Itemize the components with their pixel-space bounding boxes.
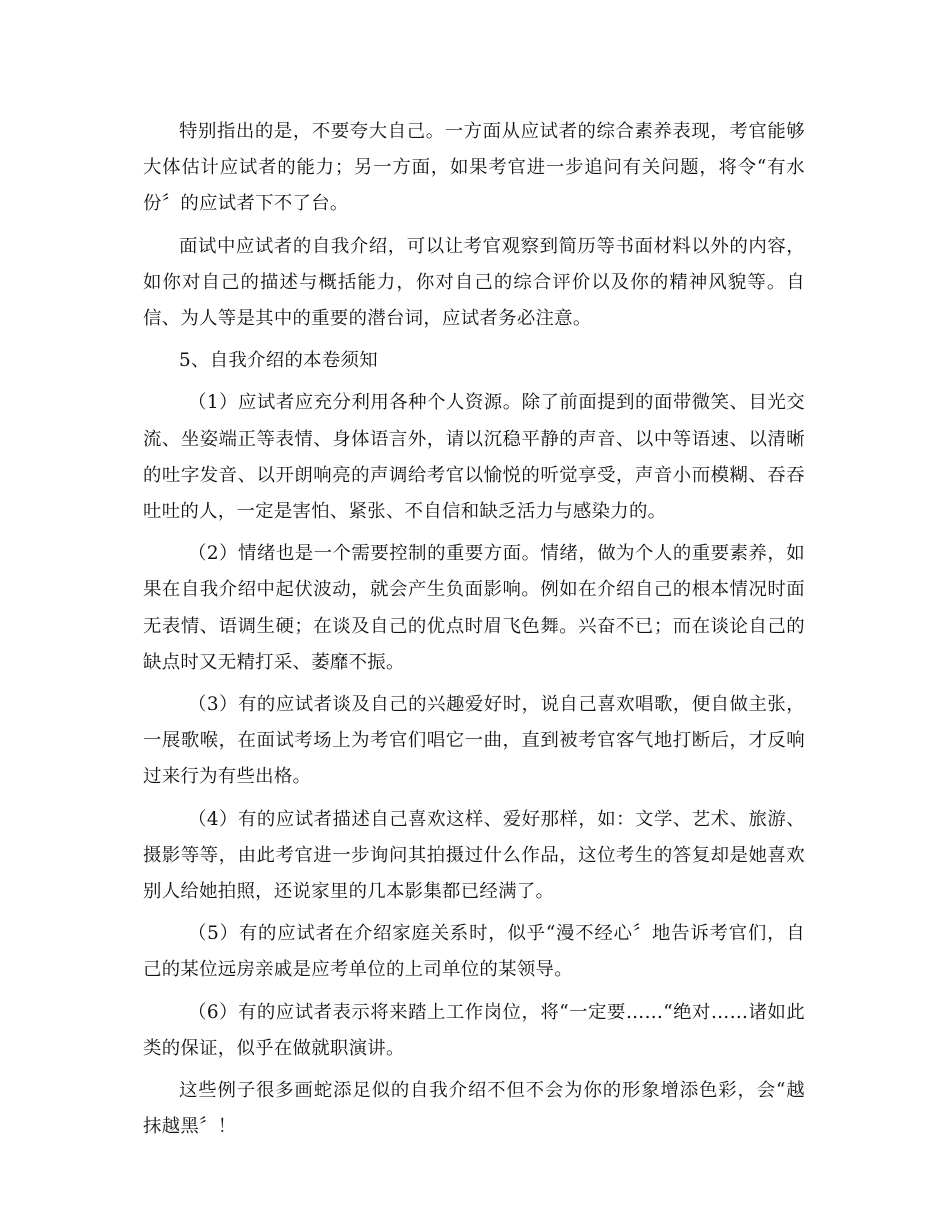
paragraph-item-2: （2）情绪也是一个需要控制的重要方面。情绪，做为个人的重要素养，如果在自我介绍中起伏波动，就会产生负面影响。例如在介绍自己的根本情况时面无表情、语调生硬；在谈及自己的优点时眉飞色舞。兴奋不已；而在谈论自己的缺点时又无精打采、萎靡不振。: [143, 543, 805, 673]
document-body: [143, 114, 805, 1151]
paragraph-item-4: （4）有的应试者描述自己喜欢这样、爱好那样，如：文学、艺术、旅游、摄影等等，由此考官进一步询问其拍摄过什么作品，这位考生的答复却是她喜欢别人给她拍照，还说家里的几本影集都已经满了。: [143, 808, 805, 903]
paragraph-item-3: （3）有的应试者谈及自己的兴趣爱好时，说自己喜欢唱歌，便自做主张，一展歌喉，在面试考场上为考官们唱它一曲，直到被考官客气地打断后，才反响过来行为有些出格。: [143, 694, 805, 788]
paragraph-conclusion: 这些例子很多画蛇添足似的自我介绍不但不会为你的形象增添色彩，会“越抹越黑〞！: [143, 1080, 805, 1138]
section-heading-notes: 5、自我介绍的本卷须知: [179, 350, 378, 372]
paragraph-item-6: （6）有的应试者表示将来踏上工作岗位，将“一定要……“绝对……诸如此类的保证，似乎在做就职演讲。: [143, 1001, 805, 1059]
paragraph-item-5: （5）有的应试者在介绍家庭关系时，似乎“漫不经心〞地告诉考官们，自己的某位远房亲戚是应考单位的上司单位的某领导。: [143, 923, 805, 981]
paragraph-self-introduction: 面试中应试者的自我介绍，可以让考官观察到简历等书面材料以外的内容，如你对自己的描述与概括能力，你对自己的综合评价以及你的精神风貌等。自信、为人等是其中的重要的潜台词，应试者务必注意。: [143, 235, 805, 330]
paragraph-dont-exaggerate: 特别指出的是，不要夸大自己。一方面从应试者的综合素养表现，考官能够大体估计应试者的能力；另一方面，如果考官进一步追问有关问题，将令“有水份〞的应试者下不了台。: [143, 121, 805, 215]
paragraph-item-1: （1）应试者应充分利用各种个人资源。除了前面提到的面带微笑、目光交流、坐姿端正等表情、身体语言外，请以沉稳平静的声音、以中等语速、以清晰的吐字发音、以开朗响亮的声调给考官以愉悦的听觉享受，声音小而模糊、吞吞吐吐的人，一定是害怕、紧张、不自信和缺乏活力与感染力的。: [143, 392, 805, 523]
